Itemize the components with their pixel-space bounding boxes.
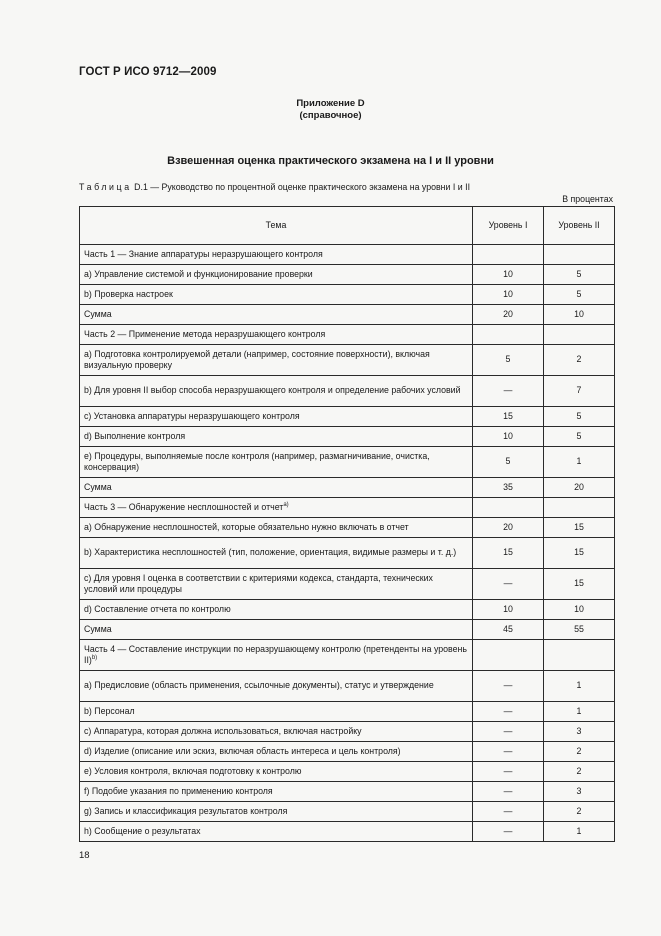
topic-text: а) Подготовка контролируемой детали (например, состояние поверхности), включая визуальную проверку — [84, 348, 430, 370]
topic-text: Сумма — [84, 623, 112, 634]
cell-level-1 — [473, 640, 544, 671]
cell-level-1: — — [473, 762, 544, 782]
annex-heading — [0, 98, 661, 122]
topic-text: d) Выполнение контроля — [84, 430, 186, 441]
topic-text: g) Запись и классификация результатов контроля — [84, 805, 288, 816]
cell-topic — [80, 671, 473, 702]
cell-level-1: — — [473, 742, 544, 762]
topic-text: Часть 2 — Применение метода неразрушающего контроля — [84, 328, 326, 339]
cell-level-2 — [544, 498, 615, 518]
cell-level-2: 15 — [544, 538, 615, 569]
table-caption-prefix: Таблица — [79, 182, 132, 192]
cell-level-1: — — [473, 569, 544, 600]
cell-level-2: 55 — [544, 620, 615, 640]
cell-level-2: 1 — [544, 447, 615, 478]
cell-topic — [80, 782, 473, 802]
table-row — [80, 802, 615, 822]
table-body — [80, 245, 615, 842]
cell-topic — [80, 702, 473, 722]
cell-level-2: 2 — [544, 345, 615, 376]
cell-topic — [80, 722, 473, 742]
cell-level-1: — — [473, 822, 544, 842]
topic-text: e) Процедуры, выполняемые после контроля (например, размагничивание, очистка, консервация) — [84, 450, 430, 472]
cell-level-1: 20 — [473, 305, 544, 325]
cell-topic — [80, 245, 473, 265]
page-number: 18 — [79, 850, 90, 861]
cell-level-2: 3 — [544, 722, 615, 742]
cell-level-1 — [473, 325, 544, 345]
topic-text: c) Установка аппаратуры неразрушающего контроля — [84, 410, 300, 421]
topic-text: Сумма — [84, 308, 112, 319]
cell-level-1: — — [473, 376, 544, 407]
assessment-table — [79, 206, 615, 842]
topic-text: d) Составление отчета по контролю — [84, 603, 231, 614]
cell-level-2: 3 — [544, 782, 615, 802]
topic-text: b) Для уровня II выбор способа неразрушающего контроля и определение рабочих условий — [84, 385, 461, 396]
table-row — [80, 325, 615, 345]
table-row — [80, 782, 615, 802]
table-row — [80, 345, 615, 376]
topic-text: Часть 4 — Составление инструкции по неразрушающему контролю (претенденты на уровень II) — [84, 643, 467, 665]
cell-level-1: 10 — [473, 600, 544, 620]
cell-level-2: 10 — [544, 305, 615, 325]
table-row — [80, 265, 615, 285]
topic-text: f) Подобие указания по применению контроля — [84, 785, 273, 796]
cell-topic — [80, 600, 473, 620]
cell-level-2 — [544, 640, 615, 671]
footnote-marker: b) — [91, 654, 98, 661]
cell-topic — [80, 620, 473, 640]
cell-level-1: 5 — [473, 345, 544, 376]
cell-level-1: 45 — [473, 620, 544, 640]
cell-level-1: 10 — [473, 265, 544, 285]
topic-text: b) Проверка настроек — [84, 288, 173, 299]
topic-text: а) Обнаружение несплошностей, которые обязательно нужно включать в отчет — [84, 521, 409, 532]
cell-level-2: 1 — [544, 822, 615, 842]
cell-level-2: 20 — [544, 478, 615, 498]
cell-level-1: 10 — [473, 427, 544, 447]
topic-text: h) Сообщение о результатах — [84, 825, 201, 836]
table-row — [80, 762, 615, 782]
cell-level-1: — — [473, 722, 544, 742]
topic-text: c) Для уровня I оценка в соответствии с критериями кодекса, стандарта, технических условий или процедуры — [84, 572, 433, 594]
table-row — [80, 447, 615, 478]
cell-level-1: 15 — [473, 407, 544, 427]
cell-level-2 — [544, 325, 615, 345]
annex-status: (справочное) — [299, 110, 362, 121]
cell-level-2: 2 — [544, 762, 615, 782]
cell-level-1: 10 — [473, 285, 544, 305]
cell-topic — [80, 427, 473, 447]
cell-level-2: 2 — [544, 802, 615, 822]
table-row — [80, 640, 615, 671]
table-row — [80, 407, 615, 427]
cell-level-2: 15 — [544, 569, 615, 600]
table-row — [80, 671, 615, 702]
table-row — [80, 722, 615, 742]
cell-level-1: 20 — [473, 518, 544, 538]
table-row — [80, 427, 615, 447]
cell-topic — [80, 538, 473, 569]
cell-level-2: 10 — [544, 600, 615, 620]
cell-topic — [80, 742, 473, 762]
cell-topic — [80, 447, 473, 478]
standard-code: ГОСТ Р ИСО 9712—2009 — [79, 66, 217, 78]
cell-topic — [80, 518, 473, 538]
table-row — [80, 538, 615, 569]
cell-topic — [80, 305, 473, 325]
cell-level-2: 2 — [544, 742, 615, 762]
column-header-level-2: Уровень II — [544, 207, 615, 245]
column-header-level-1: Уровень I — [473, 207, 544, 245]
table-units: В процентах — [562, 194, 613, 204]
cell-level-1: — — [473, 671, 544, 702]
cell-level-1 — [473, 245, 544, 265]
cell-topic — [80, 325, 473, 345]
table-row — [80, 376, 615, 407]
table-row — [80, 822, 615, 842]
column-header-topic: Тема — [80, 207, 473, 245]
table-row — [80, 305, 615, 325]
cell-topic — [80, 285, 473, 305]
table-header-row — [80, 207, 615, 245]
cell-level-2: 15 — [544, 518, 615, 538]
cell-level-2: 1 — [544, 702, 615, 722]
cell-topic — [80, 478, 473, 498]
cell-level-1: — — [473, 802, 544, 822]
table-row — [80, 600, 615, 620]
cell-level-2: 5 — [544, 407, 615, 427]
topic-text: d) Изделие (описание или эскиз, включая область интереса и цель контроля) — [84, 745, 401, 756]
cell-topic — [80, 640, 473, 671]
annex-label: Приложение D — [296, 98, 365, 109]
table-caption-text: D.1 — Руководство по процентной оценке практического экзамена на уровни I и II — [134, 182, 471, 192]
cell-level-1 — [473, 498, 544, 518]
cell-topic — [80, 822, 473, 842]
table-row — [80, 702, 615, 722]
cell-level-2: 5 — [544, 265, 615, 285]
cell-topic — [80, 345, 473, 376]
cell-topic — [80, 376, 473, 407]
topic-text: b) Характеристика несплошностей (тип, положение, ориентация, видимые размеры и т. д.) — [84, 547, 457, 558]
topic-text: а) Предисловие (область применения, ссылочные документы), статус и утверждение — [84, 680, 434, 691]
table-row — [80, 285, 615, 305]
cell-topic — [80, 498, 473, 518]
table-row — [80, 569, 615, 600]
topic-text: b) Персонал — [84, 705, 135, 716]
cell-level-2: 1 — [544, 671, 615, 702]
table-row — [80, 245, 615, 265]
cell-level-2: 7 — [544, 376, 615, 407]
table-row — [80, 742, 615, 762]
topic-text: e) Условия контроля, включая подготовку к контролю — [84, 765, 302, 776]
table-caption — [79, 182, 470, 192]
topic-text: Часть 3 — Обнаружение несплошностей и отчет — [84, 501, 284, 512]
cell-level-2: 5 — [544, 285, 615, 305]
topic-text: Часть 1 — Знание аппаратуры неразрушающего контроля — [84, 248, 323, 259]
footnote-marker: a) — [283, 501, 289, 508]
cell-level-1: — — [473, 702, 544, 722]
section-title: Взвешенная оценка практического экзамена на I и II уровни — [167, 155, 494, 167]
cell-topic — [80, 569, 473, 600]
topic-text: Сумма — [84, 481, 112, 492]
cell-level-1: — — [473, 782, 544, 802]
cell-level-2 — [544, 245, 615, 265]
cell-topic — [80, 762, 473, 782]
table-row — [80, 518, 615, 538]
cell-level-1: 35 — [473, 478, 544, 498]
cell-level-2: 5 — [544, 427, 615, 447]
cell-level-1: 5 — [473, 447, 544, 478]
cell-topic — [80, 802, 473, 822]
table-row — [80, 478, 615, 498]
cell-topic — [80, 407, 473, 427]
topic-text: а) Управление системой и функционирование проверки — [84, 268, 313, 279]
topic-text: c) Аппаратура, которая должна использоваться, включая настройку — [84, 725, 362, 736]
cell-topic — [80, 265, 473, 285]
table-row — [80, 498, 615, 518]
table-row — [80, 620, 615, 640]
cell-level-1: 15 — [473, 538, 544, 569]
